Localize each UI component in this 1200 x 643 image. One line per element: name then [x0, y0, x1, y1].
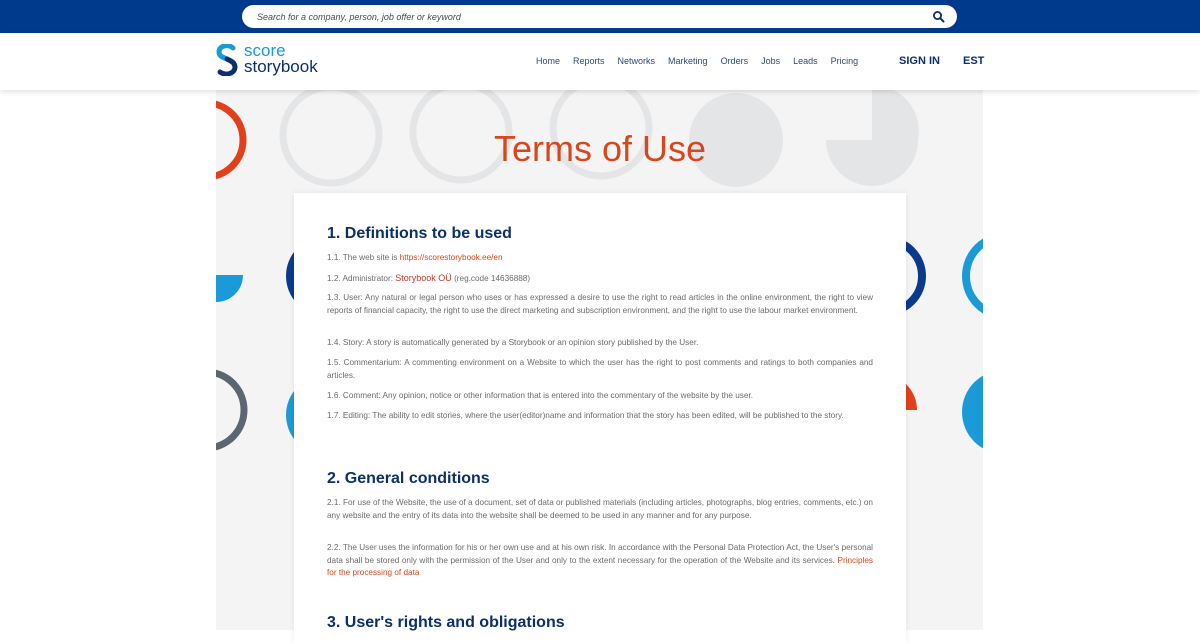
paragraph-2-1: 2.1. For use of the Website, the use of a document, set of data or published materials (including articles, photographs, blog entries, comments, etc.) on any website and the entry of its data into the website shall be deemed to be used in any manner and for any purpose.: [327, 498, 873, 520]
logo-text-score: score: [244, 41, 286, 60]
paragraph-1-1: 1.1. The web site is https://scorestorybook.ee/en: [327, 253, 503, 262]
section-heading-general: 2. General conditions: [327, 470, 490, 487]
nav-orders[interactable]: Orders: [720, 56, 749, 66]
logo[interactable]: [216, 41, 336, 80]
paragraph-1-7: 1.7. Editing: The ability to edit stories, where the user(editor)name and information that the story has been edited, will be published to the story.: [327, 411, 844, 420]
data-processing-link[interactable]: Principles for the processing of data: [327, 555, 873, 578]
paragraph-1-2: 1.2. Administrator: Storybook OÜ (reg.code 14636888): [327, 273, 531, 283]
sign-in-button[interactable]: SIGN IN: [899, 55, 940, 67]
logo-text-storybook: storybook: [244, 57, 318, 76]
search-icon[interactable]: [932, 10, 946, 24]
paragraph-1-4: 1.4. Story: A story is automatically generated by a Storybook or an opinion story published by the User.: [327, 338, 699, 347]
language-switch[interactable]: EST: [963, 55, 985, 67]
paragraph-1-6: 1.6. Comment: Any opinion, notice or other information that is entered into the commentary of the website by the user.: [327, 391, 753, 400]
administrator-name: Storybook OÜ: [395, 273, 452, 283]
main-nav: [536, 56, 871, 66]
logo-mark-icon: [216, 44, 238, 76]
nav-pricing[interactable]: Pricing: [830, 56, 859, 66]
nav-networks[interactable]: Networks: [617, 56, 656, 66]
page-title: Terms of Use: [493, 128, 707, 169]
nav-marketing[interactable]: Marketing: [668, 56, 708, 66]
terms-card: [294, 193, 906, 643]
website-link[interactable]: https://scorestorybook.ee/en: [399, 253, 503, 262]
nav-leads[interactable]: Leads: [793, 56, 818, 66]
section-heading-rights: 3. User's rights and obligations: [327, 614, 565, 631]
paragraph-1-5: 1.5. Commentarium: A commenting environment on a Website to which the user has the right to post comments and ratings to both companies and articles.: [327, 358, 873, 380]
nav-home[interactable]: Home: [536, 56, 561, 66]
nav-jobs[interactable]: Jobs: [761, 56, 781, 66]
header: [0, 33, 1200, 90]
section-heading-definitions: 1. Definitions to be used: [327, 225, 512, 242]
top-bar: [0, 0, 1200, 33]
search-input[interactable]: [257, 5, 917, 28]
search-box: [242, 5, 957, 28]
paragraph-2-2: 2.2. The User uses the information for his or her own use and at his own risk. In accordance with the Personal Data Protection Act, the User's personal data shall be stored only with the permission of the User and only to the extent necessary for the operation of the Website and its services. Principles for the processing of data: [327, 543, 873, 578]
paragraph-1-3: 1.3. User: Any natural or legal person who uses or has expressed a desire to use the right to read articles in the online environment, the right to view reports of financial capacity, the right to use the direct marketing and subscription environment, and the right to use the labour market environment.: [327, 293, 873, 315]
nav-reports[interactable]: Reports: [573, 56, 605, 66]
